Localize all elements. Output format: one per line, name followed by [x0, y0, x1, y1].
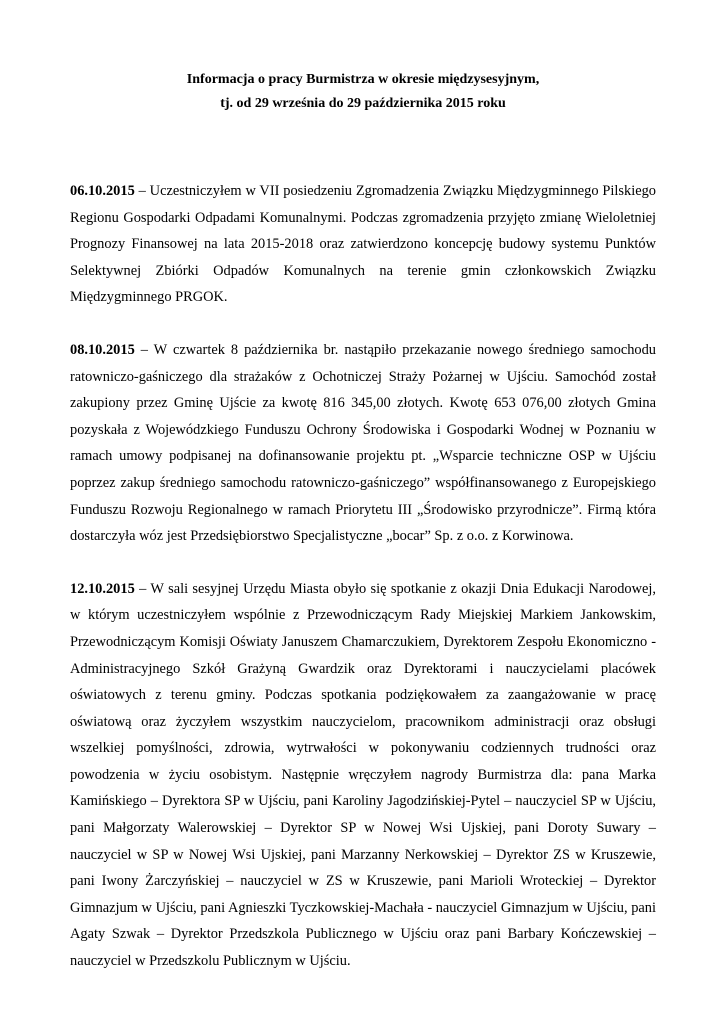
entry-text: – Uczestniczyłem w VII posiedzeniu Zgromadzenia Związku Międzygminnego Pilskiego Regionu Gospodarki Odpadami Komunalnymi. Podczas zgromadzenia przyjęto zmianę Wieloletniej Prognozy Finansowej na lata 2015-2018 oraz zatwierdzono koncepcję budowy systemu Punktów Selektywnej Zbiórki Odpadów Komunalnych na terenie gmin członkowskich Związku Międzygminnego PRGOK.	[70, 183, 656, 306]
entry-date: 08.10.2015	[70, 341, 135, 358]
entries-list	[70, 178, 656, 975]
entry-date: 12.10.2015	[70, 580, 135, 597]
title-line-1: Informacja o pracy Burmistrza w okresie międzysesyjnym,	[186, 72, 540, 87]
document-title	[70, 68, 656, 116]
entry-text: – W sali sesyjnej Urzędu Miasta obyło się spotkanie z okazji Dnia Edukacji Narodowej, w którym uczestniczyłem wspólnie z Przewodniczącym Rady Miejskiej Markiem Jankowskim, Przewodniczącym Komisji Oświaty Januszem Chamarczukiem, Dyrektorem Zespołu Ekonomiczno - Administracyjnego Szkół Grażyną Gwardzik oraz Dyrektorami i nauczycielami placówek oświatowych z terenu gminy. Podczas spotkania podziękowałem za zaangażowanie w pracę oświatową oraz życzyłem wszystkim nauczycielom, pracownikom administracji oraz obsługi wszelkiej pomyślności, zdrowia, wytrwałości w pokonywaniu codziennych trudności oraz powodzenia w życiu osobistym. Następnie wręczyłem nagrody Burmistrza dla: pana Marka Kamińskiego – Dyrektora SP w Ujściu, pani Karoliny Jagodzińskiej-Pytel – nauczyciel SP w Ujściu, pani Małgorzaty Walerowskiej – Dyrektor SP w Nowej Wsi Ujskiej, pani Doroty Suwary – nauczyciel w SP w Nowej Wsi Ujskiej, pani Marzanny Nerkowskiej – Dyrektor ZS w Kruszewie, pani Iwony Żarczyńskiej – nauczyciel w ZS w Kruszewie, pani Marioli Wroteckiej – Dyrektor Gimnazjum w Ujściu, pani Agnieszki Tyczkowskiej-Machała - nauczyciel Gimnazjum w Ujściu, pani Agaty Szwak – Dyrektor Przedszkola Publicznego w Ujściu oraz pani Barbary Kończewskiej – nauczyciel w Przedszkolu Publicznym w Ujściu.	[70, 580, 656, 970]
title-line-2: tj. od 29 września do 29 października 2015 roku	[220, 96, 506, 111]
entry-text: – W czwartek 8 października br. nastąpiło przekazanie nowego średniego samochodu ratowniczo-gaśniczego dla strażaków z Ochotniczej Straży Pożarnej w Ujściu. Samochód został zakupiony przez Gminę Ujście za kwotę 816 345,00 złotych. Kwotę 653 076,00 złotych Gmina pozyskała z Wojewódzkiego Funduszu Ochrony Środowiska i Gospodarki Wodnej w Poznaniu w ramach umowy podpisanej na dofinansowanie projektu pt. „Wsparcie techniczne OSP w Ujściu poprzez zakup średniego samochodu ratowniczo-gaśniczego” współfinansowanego z Europejskiego Funduszu Rozwoju Regionalnego w ramach Priorytetu III „Środowisko przyrodnicze”. Firmą która dostarczyła wóz jest Przedsiębiorstwo Specjalistyczne „bocar” Sp. z o.o. z Korwinowa.	[70, 341, 656, 545]
entry-08-10-2015	[70, 337, 656, 550]
entry-12-10-2015	[70, 576, 656, 975]
entry-06-10-2015	[70, 178, 656, 311]
entry-date: 06.10.2015	[70, 183, 135, 199]
